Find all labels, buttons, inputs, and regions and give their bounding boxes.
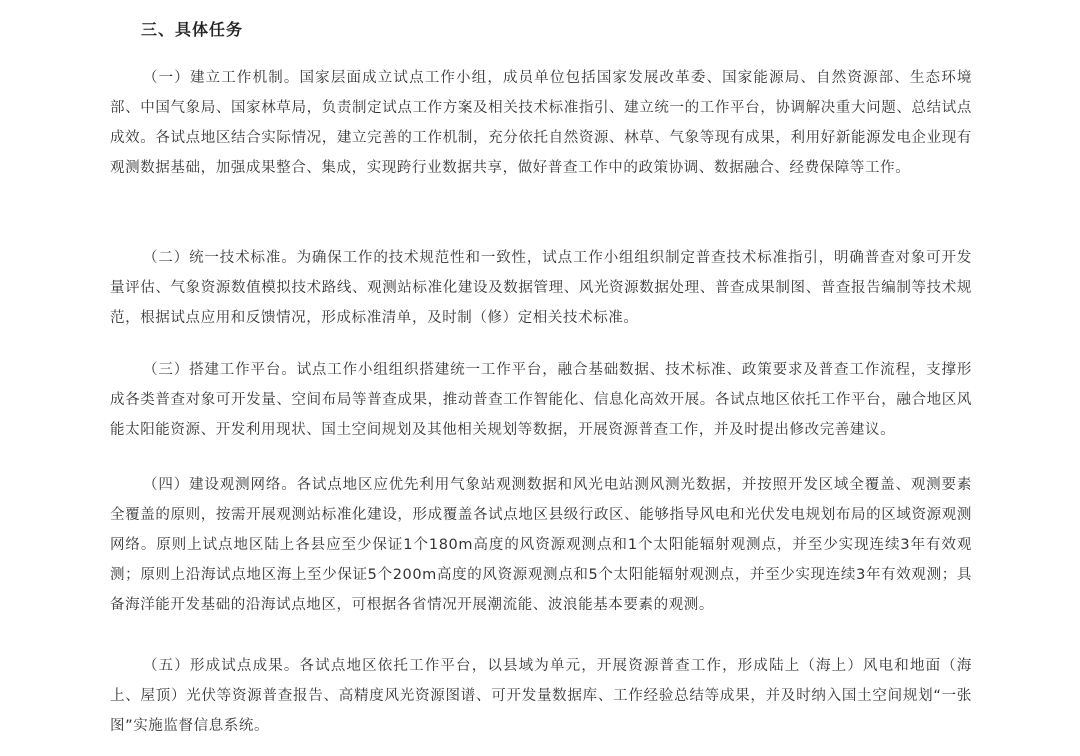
section-heading: 三、具体任务	[141, 20, 244, 39]
paragraph-1: （一）建立工作机制。国家层面成立试点工作小组，成员单位包括国家发展改革委、国家能源局、自然资源部、生态环境部、中国气象局、国家林草局，负责制定试点工作方案及相关技术标准指引、建立统一的工作平台，协调解决重大问题、总结试点成效。各试点地区结合实际情况，建立完善的工作机制，充分依托自然资源、林草、气象等现有成果，利用好新能源发电企业现有观测数据基础，加强成果整合、集成，实现跨行业数据共享，做好普查工作中的政策协调、数据融合、经费保障等工作。	[110, 70, 972, 176]
paragraph-5: （五）形成试点成果。各试点地区依托工作平台，以县域为单元，开展资源普查工作，形成陆上（海上）风电和地面（海上、屋顶）光伏等资源普查报告、高精度风光资源图谱、可开发量数据库、工作经验总结等成果，并及时纳入国土空间规划“一张图”实施监督信息系统。	[110, 658, 972, 734]
paragraph-3: （三）搭建工作平台。试点工作小组组织搭建统一工作平台，融合基础数据、技术标准、政策要求及普查工作流程，支撑形成各类普查对象可开发量、空间布局等普查成果，推动普查工作智能化、信息化高效开展。各试点地区依托工作平台，融合地区风能太阳能资源、开发利用现状、国土空间规划及其他相关规划等数据，开展资源普查工作，并及时提出修改完善建议。	[110, 362, 972, 438]
paragraph-2: （二）统一技术标准。为确保工作的技术规范性和一致性，试点工作小组组织制定普查技术标准指引，明确普查对象可开发量评估、气象资源数值模拟技术路线、观测站标准化建设及数据管理、风光资源数据处理、普查成果制图、普查报告编制等技术规范，根据试点应用和反馈情况，形成标准清单，及时制（修）定相关技术标准。	[110, 250, 972, 326]
paragraph-4: （四）建设观测网络。各试点地区应优先利用气象站观测数据和风光电站测风测光数据，并按照开发区域全覆盖、观测要素全覆盖的原则，按需开展观测站标准化建设，形成覆盖各试点地区县级行政区、能够指导风电和光伏发电规划布局的区域资源观测网络。原则上试点地区陆上各县应至少保证1个180m高度的风资源观测点和1个太阳能辐射观测点，并至少实现连续3年有效观测；原则上沿海试点地区海上至少保证5个200m高度的风资源观测点和5个太阳能辐射观测点，并至少实现连续3年有效观测；具备海洋能开发基础的沿海试点地区，可根据各省情况开展潮流能、波浪能基本要素的观测。	[110, 477, 972, 613]
